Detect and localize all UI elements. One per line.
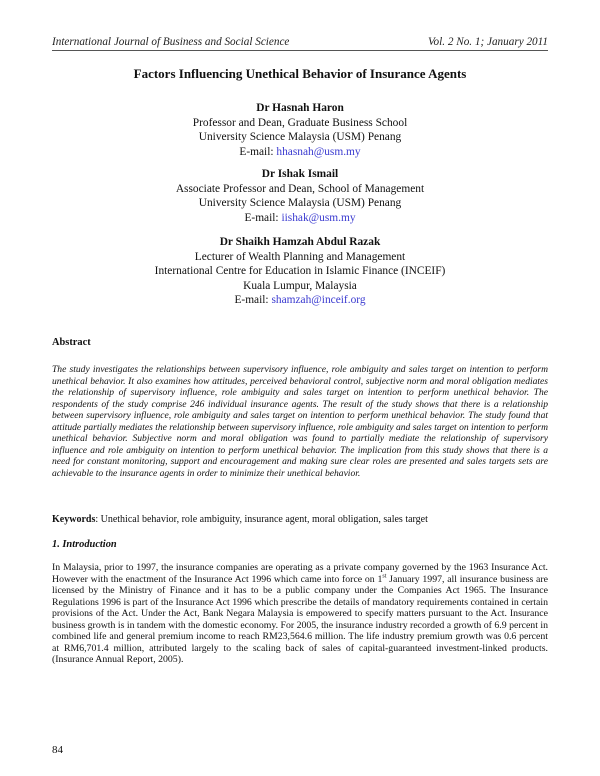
paper-title: Factors Influencing Unethical Behavior of Insurance Agents [133,66,467,81]
author-email-line [0,145,600,160]
author-affiliation-line: International Centre for Education in Islamic Finance (INCEIF) [154,265,446,278]
ordinal-superscript: st [382,573,387,580]
author-affiliation-line: Kuala Lumpur, Malaysia [243,279,357,292]
author-affiliation-line: University Science Malaysia (USM) Penang [198,131,402,144]
author-name: Dr Shaikh Hamzah Abdul Razak [219,236,381,248]
keywords-text: : Unethical behavior, role ambiguity, insurance agent, moral obligation, sales target [95,514,428,525]
volume-issue: Vol. 2 No. 1; January 2011 [427,36,548,48]
keywords [52,514,548,525]
author-name: Dr Hasnah Haron [256,102,344,114]
email-link[interactable]: iishak@usm.my [281,211,356,224]
page-number: 84 [52,744,63,756]
abstract-text: The study investigates the relationships between supervisory influence, role ambiguity and sales target on intention to perform unethical behavior. It also examines how attitudes, perceived behavioral control, subjective norm and moral obligation mediates the relationship of supervisory influence, role ambiguity and sales target on intention to perform unethical behavior. The respondents of the study comprise 246 individual insurance agents. The result of the study shows that there is a relationship between supervisory influence, role ambiguity and sales target on intention to perform unethical behavior. The study found that attitude partially mediates the relationship between supervisory influence, role ambiguity and sales target on intention to perform unethical behavior. Subjective norm and moral obligation was found to partially mediate the relationship of supervisory influence and role ambiguity on intention to perform unethical behavior. The implication from this study shows that there is a need for constant monitoring, support and encouragement and making sure clear roles are presented and sales targets sets are achievable to the insurance agents in order to minimize their unethical behavior. [52,364,548,479]
email-label: E-mail: [244,211,282,224]
author-email-line [0,211,600,226]
abstract-heading: Abstract [52,337,91,348]
author-affiliation-line: Associate Professor and Dean, School of Management [175,182,425,195]
email-link[interactable]: shamzah@inceif.org [271,294,366,307]
email-label: E-mail: [234,294,272,307]
email-label: E-mail: [239,145,277,158]
author-block [0,235,600,308]
introduction-heading: 1. Introduction [52,539,117,550]
journal-name: International Journal of Business and Social Science [52,36,290,48]
author-name: Dr Ishak Ismail [261,168,339,180]
intro-text-part1: In Malaysia, prior to 1997, the insurance companies are operating as a private company governed by the 1963 Insurance Act. However with the enactment of the Insurance Act 1996 which came into force on 1 [52,562,548,585]
keywords-label: Keywords [52,514,96,525]
author-affiliation-line: Lecturer of Wealth Planning and Management [194,250,406,263]
author-block [0,101,600,159]
running-header [52,36,548,51]
author-email-line [0,293,600,308]
introduction-paragraph [52,562,548,666]
author-affiliation-line: Professor and Dean, Graduate Business School [192,116,408,129]
author-affiliation-line: University Science Malaysia (USM) Penang [198,197,402,210]
intro-text-part2: January 1997, all insurance business are licensed by the Ministry of Finance and it has to be a public company under the Companies Act 1965. The Insurance Regulations 1996 is part of the Insurance Act 1996 which prescribe the details of mandatory requirements contained in certain provisions of the Act. Under the Act, Bank Negara Malaysia is empowered to specify matters pursuant to the Act. Insurance business growth is in tandem with the domestic economy. For 2005, the insurance industry recorded a growth of 6.9 percent in combined life and general premium income to reach RM23,564.6 million. The life industry premium growth was 0.6 percent at RM6,701.4 million, attributed largely to the scaling back of sales of capital-guaranteed investment-linked products. (Insurance Annual Report, 2005). [52,573,549,666]
email-link[interactable]: hhasnah@usm.my [276,145,361,158]
author-block [0,167,600,225]
